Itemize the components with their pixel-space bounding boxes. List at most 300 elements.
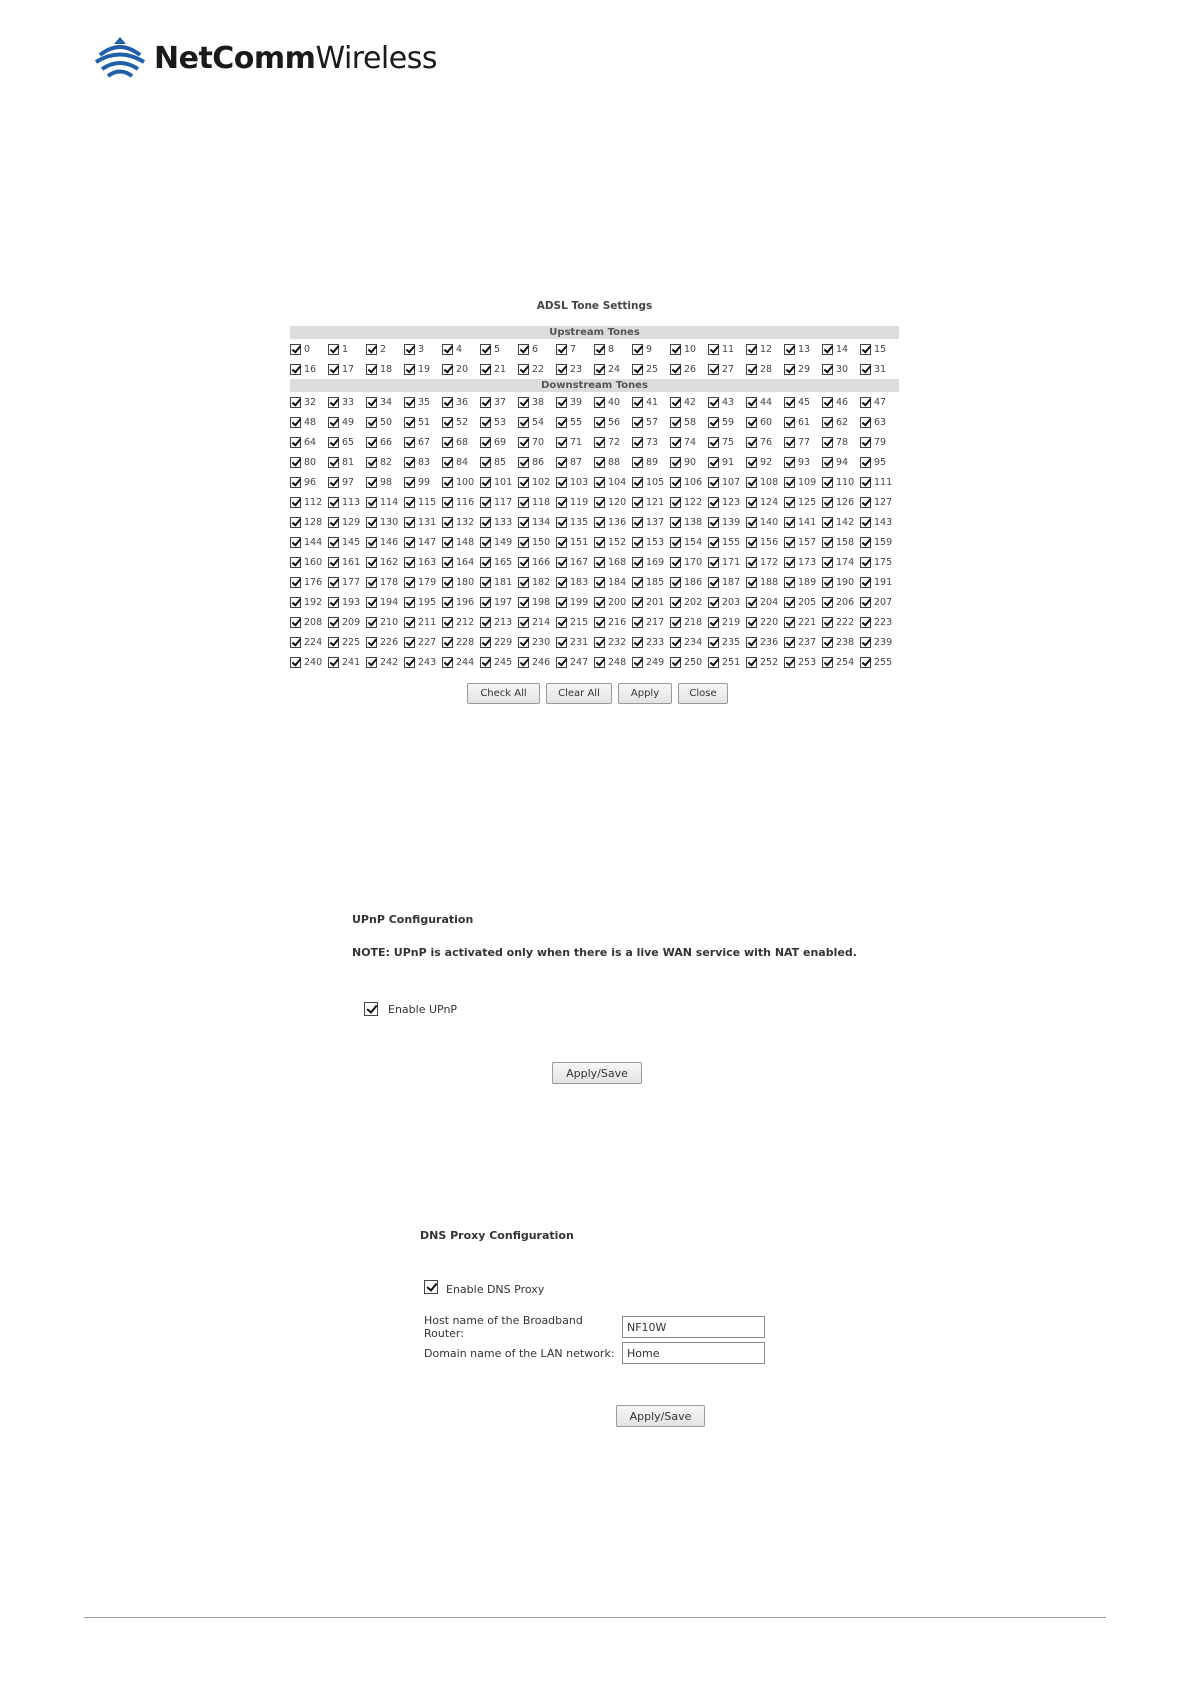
tone-checkbox[interactable] (290, 657, 301, 668)
tone-checkbox[interactable] (708, 437, 719, 448)
tone-number: 151 (570, 536, 589, 548)
tone-checkbox[interactable] (290, 437, 301, 448)
tone-checkbox[interactable] (708, 417, 719, 428)
tone-checkbox[interactable] (860, 364, 871, 375)
tone-checkbox[interactable] (442, 637, 453, 648)
tone-checkbox[interactable] (746, 637, 757, 648)
tone-checkbox[interactable] (404, 537, 415, 548)
tone-checkbox[interactable] (442, 517, 453, 528)
tone-checkbox[interactable] (784, 517, 795, 528)
tone-checkbox[interactable] (784, 577, 795, 588)
apply-button[interactable]: Apply (618, 683, 672, 704)
dns-apply-save-button[interactable]: Apply/Save (616, 1405, 705, 1427)
downstream-tone-229 (480, 632, 518, 652)
tone-checkbox[interactable] (366, 417, 377, 428)
tone-checkbox[interactable] (746, 417, 757, 428)
tone-checkbox[interactable] (442, 597, 453, 608)
tone-checkbox[interactable] (442, 457, 453, 468)
downstream-tone-222 (822, 612, 860, 632)
tone-checkbox[interactable] (784, 637, 795, 648)
tone-checkbox[interactable] (480, 364, 491, 375)
tone-checkbox[interactable] (632, 437, 643, 448)
tone-number: 23 (570, 363, 583, 375)
tone-checkbox[interactable] (594, 557, 605, 568)
tone-checkbox[interactable] (480, 517, 491, 528)
tone-checkbox[interactable] (556, 417, 567, 428)
tone-checkbox[interactable] (860, 517, 871, 528)
tone-checkbox[interactable] (632, 477, 643, 488)
tone-checkbox[interactable] (556, 477, 567, 488)
tone-checkbox[interactable] (822, 577, 833, 588)
tone-checkbox[interactable] (290, 397, 301, 408)
tone-checkbox[interactable] (556, 457, 567, 468)
tone-checkbox[interactable] (594, 537, 605, 548)
tone-checkbox[interactable] (442, 577, 453, 588)
tone-checkbox[interactable] (290, 364, 301, 375)
tone-checkbox[interactable] (784, 397, 795, 408)
tone-checkbox[interactable] (480, 577, 491, 588)
tone-checkbox[interactable] (442, 477, 453, 488)
tone-checkbox[interactable] (594, 344, 605, 355)
tone-checkbox[interactable] (518, 537, 529, 548)
tone-checkbox[interactable] (670, 497, 681, 508)
tone-checkbox[interactable] (328, 597, 339, 608)
tone-checkbox[interactable] (708, 637, 719, 648)
tone-checkbox[interactable] (556, 517, 567, 528)
tone-checkbox[interactable] (784, 597, 795, 608)
tone-checkbox[interactable] (632, 537, 643, 548)
tone-checkbox[interactable] (708, 597, 719, 608)
tone-checkbox[interactable] (594, 397, 605, 408)
tone-checkbox[interactable] (556, 597, 567, 608)
tone-checkbox[interactable] (632, 577, 643, 588)
tone-checkbox[interactable] (632, 557, 643, 568)
tone-checkbox[interactable] (670, 537, 681, 548)
tone-checkbox[interactable] (290, 537, 301, 548)
tone-number: 128 (304, 516, 323, 528)
tone-checkbox[interactable] (366, 497, 377, 508)
tone-checkbox[interactable] (860, 597, 871, 608)
downstream-tone-155 (708, 532, 746, 552)
tone-checkbox[interactable] (442, 364, 453, 375)
domain-name-input[interactable]: Home (622, 1342, 765, 1364)
tone-checkbox[interactable] (366, 364, 377, 375)
tone-checkbox[interactable] (860, 617, 871, 628)
tone-checkbox[interactable] (442, 657, 453, 668)
tone-checkbox[interactable] (366, 344, 377, 355)
tone-checkbox[interactable] (518, 497, 529, 508)
tone-checkbox[interactable] (708, 364, 719, 375)
upstream-tone-4 (442, 339, 480, 359)
tone-checkbox[interactable] (746, 364, 757, 375)
tone-number: 191 (874, 576, 893, 588)
tone-checkbox[interactable] (442, 557, 453, 568)
tone-checkbox[interactable] (860, 637, 871, 648)
tone-checkbox[interactable] (860, 537, 871, 548)
tone-checkbox[interactable] (366, 637, 377, 648)
tone-checkbox[interactable] (632, 517, 643, 528)
tone-checkbox[interactable] (366, 557, 377, 568)
tone-checkbox[interactable] (328, 637, 339, 648)
tone-number: 20 (456, 363, 469, 375)
tone-number: 252 (760, 656, 779, 668)
tone-number: 13 (798, 343, 811, 355)
tone-checkbox[interactable] (594, 597, 605, 608)
tone-checkbox[interactable] (594, 437, 605, 448)
tone-checkbox[interactable] (556, 557, 567, 568)
tone-checkbox[interactable] (290, 557, 301, 568)
tone-checkbox[interactable] (708, 517, 719, 528)
tone-checkbox[interactable] (670, 617, 681, 628)
tone-checkbox[interactable] (442, 497, 453, 508)
tone-checkbox[interactable] (480, 417, 491, 428)
tone-number: 197 (494, 596, 513, 608)
tone-checkbox[interactable] (822, 457, 833, 468)
tone-checkbox[interactable] (708, 577, 719, 588)
tone-checkbox[interactable] (518, 557, 529, 568)
tone-checkbox[interactable] (594, 637, 605, 648)
host-name-input[interactable]: NF10W (622, 1316, 765, 1338)
tone-checkbox[interactable] (290, 597, 301, 608)
tone-checkbox[interactable] (708, 497, 719, 508)
tone-checkbox[interactable] (518, 577, 529, 588)
tone-number: 220 (760, 616, 779, 628)
tone-number: 146 (380, 536, 399, 548)
tone-checkbox[interactable] (670, 417, 681, 428)
tone-checkbox[interactable] (366, 537, 377, 548)
tone-checkbox[interactable] (746, 517, 757, 528)
tone-checkbox[interactable] (708, 657, 719, 668)
tone-checkbox[interactable] (480, 344, 491, 355)
enable-upnp-checkbox[interactable] (364, 1002, 378, 1016)
tone-checkbox[interactable] (442, 437, 453, 448)
tone-number: 121 (646, 496, 665, 508)
upstream-tone-19 (404, 359, 442, 379)
tone-checkbox[interactable] (784, 457, 795, 468)
tone-checkbox[interactable] (746, 557, 757, 568)
tone-checkbox[interactable] (328, 657, 339, 668)
tone-checkbox[interactable] (480, 537, 491, 548)
tone-checkbox[interactable] (784, 364, 795, 375)
tone-checkbox[interactable] (366, 577, 377, 588)
tone-checkbox[interactable] (822, 344, 833, 355)
tone-checkbox[interactable] (860, 657, 871, 668)
tone-checkbox[interactable] (746, 397, 757, 408)
downstream-tone-143 (860, 512, 898, 532)
tone-checkbox[interactable] (480, 397, 491, 408)
tone-checkbox[interactable] (480, 437, 491, 448)
tone-checkbox[interactable] (670, 557, 681, 568)
tone-checkbox[interactable] (328, 617, 339, 628)
tone-checkbox[interactable] (404, 437, 415, 448)
tone-checkbox[interactable] (404, 497, 415, 508)
tone-checkbox[interactable] (632, 417, 643, 428)
tone-number: 242 (380, 656, 399, 668)
tone-checkbox[interactable] (860, 457, 871, 468)
tone-checkbox[interactable] (822, 657, 833, 668)
tone-checkbox[interactable] (290, 477, 301, 488)
tone-checkbox[interactable] (860, 477, 871, 488)
downstream-tone-144 (290, 532, 328, 552)
tone-checkbox[interactable] (746, 437, 757, 448)
tone-checkbox[interactable] (822, 637, 833, 648)
upnp-apply-save-button[interactable]: Apply/Save (552, 1062, 642, 1084)
tone-checkbox[interactable] (290, 617, 301, 628)
tone-checkbox[interactable] (670, 657, 681, 668)
tone-checkbox[interactable] (670, 577, 681, 588)
tone-checkbox[interactable] (746, 577, 757, 588)
tone-number: 140 (760, 516, 779, 528)
tone-checkbox[interactable] (708, 457, 719, 468)
tone-checkbox[interactable] (556, 437, 567, 448)
tone-checkbox[interactable] (328, 344, 339, 355)
tone-checkbox[interactable] (518, 417, 529, 428)
tone-checkbox[interactable] (290, 497, 301, 508)
tone-checkbox[interactable] (328, 557, 339, 568)
tone-checkbox[interactable] (480, 617, 491, 628)
tone-checkbox[interactable] (784, 437, 795, 448)
tone-checkbox[interactable] (632, 397, 643, 408)
tone-checkbox[interactable] (404, 344, 415, 355)
tone-checkbox[interactable] (822, 517, 833, 528)
tone-checkbox[interactable] (366, 597, 377, 608)
tone-checkbox[interactable] (518, 344, 529, 355)
tone-number: 64 (304, 436, 317, 448)
tone-checkbox[interactable] (328, 457, 339, 468)
tone-checkbox[interactable] (822, 477, 833, 488)
tone-checkbox[interactable] (860, 557, 871, 568)
tone-checkbox[interactable] (632, 637, 643, 648)
tone-checkbox[interactable] (518, 637, 529, 648)
tone-checkbox[interactable] (670, 477, 681, 488)
tone-checkbox[interactable] (784, 557, 795, 568)
enable-dns-proxy-checkbox[interactable] (424, 1280, 438, 1294)
tone-checkbox[interactable] (746, 477, 757, 488)
tone-checkbox[interactable] (746, 537, 757, 548)
tone-checkbox[interactable] (442, 617, 453, 628)
tone-checkbox[interactable] (328, 417, 339, 428)
tone-checkbox[interactable] (290, 637, 301, 648)
tone-checkbox[interactable] (746, 657, 757, 668)
tone-checkbox[interactable] (708, 557, 719, 568)
tone-checkbox[interactable] (290, 577, 301, 588)
tone-checkbox[interactable] (632, 364, 643, 375)
tone-checkbox[interactable] (594, 457, 605, 468)
tone-checkbox[interactable] (746, 597, 757, 608)
tone-checkbox[interactable] (784, 537, 795, 548)
tone-checkbox[interactable] (404, 657, 415, 668)
tone-checkbox[interactable] (594, 657, 605, 668)
tone-checkbox[interactable] (404, 617, 415, 628)
tone-checkbox[interactable] (442, 417, 453, 428)
tone-checkbox[interactable] (822, 364, 833, 375)
tone-checkbox[interactable] (860, 437, 871, 448)
tone-checkbox[interactable] (594, 617, 605, 628)
tone-checkbox[interactable] (366, 397, 377, 408)
tone-number: 10 (684, 343, 697, 355)
tone-checkbox[interactable] (518, 617, 529, 628)
tone-checkbox[interactable] (708, 477, 719, 488)
tone-checkbox[interactable] (670, 437, 681, 448)
tone-checkbox[interactable] (632, 344, 643, 355)
clear-all-button[interactable]: Clear All (546, 683, 612, 704)
tone-checkbox[interactable] (708, 617, 719, 628)
tone-checkbox[interactable] (632, 497, 643, 508)
tone-checkbox[interactable] (404, 637, 415, 648)
tone-checkbox[interactable] (518, 657, 529, 668)
tone-checkbox[interactable] (328, 397, 339, 408)
tone-checkbox[interactable] (784, 617, 795, 628)
downstream-tone-119 (556, 492, 594, 512)
tone-checkbox[interactable] (518, 477, 529, 488)
tone-checkbox[interactable] (328, 517, 339, 528)
tone-checkbox[interactable] (670, 637, 681, 648)
tone-checkbox[interactable] (328, 437, 339, 448)
tone-checkbox[interactable] (404, 457, 415, 468)
tone-checkbox[interactable] (556, 617, 567, 628)
downstream-tone-173 (784, 552, 822, 572)
tone-checkbox[interactable] (556, 637, 567, 648)
tone-checkbox[interactable] (594, 364, 605, 375)
tone-checkbox[interactable] (404, 417, 415, 428)
tone-checkbox[interactable] (746, 497, 757, 508)
tone-checkbox[interactable] (518, 364, 529, 375)
check-all-button[interactable]: Check All (467, 683, 540, 704)
tone-checkbox[interactable] (480, 497, 491, 508)
tone-checkbox[interactable] (632, 597, 643, 608)
tone-checkbox[interactable] (784, 477, 795, 488)
tone-number: 142 (836, 516, 855, 528)
tone-checkbox[interactable] (860, 344, 871, 355)
tone-checkbox[interactable] (328, 537, 339, 548)
tone-number: 145 (342, 536, 361, 548)
tone-checkbox[interactable] (556, 397, 567, 408)
adsl-tone-settings (290, 298, 899, 704)
tone-checkbox[interactable] (328, 364, 339, 375)
tone-checkbox[interactable] (404, 364, 415, 375)
tone-checkbox[interactable] (670, 397, 681, 408)
tone-checkbox[interactable] (632, 457, 643, 468)
tone-checkbox[interactable] (366, 477, 377, 488)
tone-checkbox[interactable] (518, 457, 529, 468)
tone-checkbox[interactable] (822, 397, 833, 408)
tone-checkbox[interactable] (594, 417, 605, 428)
tone-checkbox[interactable] (328, 577, 339, 588)
tone-checkbox[interactable] (746, 344, 757, 355)
tone-checkbox[interactable] (366, 657, 377, 668)
tone-number: 163 (418, 556, 437, 568)
tone-checkbox[interactable] (480, 477, 491, 488)
tone-checkbox[interactable] (746, 457, 757, 468)
tone-checkbox[interactable] (784, 417, 795, 428)
tone-checkbox[interactable] (708, 397, 719, 408)
tone-checkbox[interactable] (366, 437, 377, 448)
tone-checkbox[interactable] (480, 657, 491, 668)
tone-checkbox[interactable] (556, 577, 567, 588)
tone-checkbox[interactable] (784, 657, 795, 668)
tone-checkbox[interactable] (556, 364, 567, 375)
tone-checkbox[interactable] (518, 517, 529, 528)
tone-checkbox[interactable] (480, 557, 491, 568)
tone-checkbox[interactable] (784, 497, 795, 508)
tone-checkbox[interactable] (556, 344, 567, 355)
tone-checkbox[interactable] (290, 344, 301, 355)
tone-checkbox[interactable] (594, 477, 605, 488)
tone-checkbox[interactable] (480, 637, 491, 648)
tone-checkbox[interactable] (860, 397, 871, 408)
tone-checkbox[interactable] (442, 344, 453, 355)
tone-checkbox[interactable] (366, 517, 377, 528)
tone-checkbox[interactable] (746, 617, 757, 628)
tone-checkbox[interactable] (708, 344, 719, 355)
tone-checkbox[interactable] (366, 457, 377, 468)
tone-checkbox[interactable] (632, 617, 643, 628)
tone-checkbox[interactable] (404, 597, 415, 608)
tone-checkbox[interactable] (822, 417, 833, 428)
tone-checkbox[interactable] (404, 517, 415, 528)
tone-checkbox[interactable] (366, 617, 377, 628)
tone-checkbox[interactable] (404, 557, 415, 568)
downstream-tones-header: Downstream Tones (290, 379, 899, 392)
tone-checkbox[interactable] (328, 497, 339, 508)
tone-checkbox[interactable] (860, 497, 871, 508)
tone-checkbox[interactable] (404, 397, 415, 408)
domain-name-row (424, 1342, 765, 1364)
tone-checkbox[interactable] (328, 477, 339, 488)
tone-checkbox[interactable] (518, 397, 529, 408)
tone-checkbox[interactable] (518, 597, 529, 608)
tone-checkbox[interactable] (860, 577, 871, 588)
tone-checkbox[interactable] (404, 477, 415, 488)
tone-checkbox[interactable] (632, 657, 643, 668)
tone-checkbox[interactable] (556, 537, 567, 548)
tone-checkbox[interactable] (822, 597, 833, 608)
tone-checkbox[interactable] (670, 517, 681, 528)
tone-checkbox[interactable] (442, 397, 453, 408)
tone-checkbox[interactable] (822, 557, 833, 568)
tone-checkbox[interactable] (670, 597, 681, 608)
tone-checkbox[interactable] (594, 497, 605, 508)
tone-checkbox[interactable] (822, 437, 833, 448)
downstream-tone-89 (632, 452, 670, 472)
tone-checkbox[interactable] (860, 417, 871, 428)
upstream-tone-21 (480, 359, 518, 379)
tone-checkbox[interactable] (404, 577, 415, 588)
tone-checkbox[interactable] (670, 344, 681, 355)
tone-checkbox[interactable] (822, 497, 833, 508)
tone-checkbox[interactable] (670, 457, 681, 468)
tone-checkbox[interactable] (708, 537, 719, 548)
tone-checkbox[interactable] (290, 417, 301, 428)
tone-checkbox[interactable] (290, 457, 301, 468)
tone-checkbox[interactable] (556, 497, 567, 508)
close-button[interactable]: Close (678, 683, 728, 704)
downstream-tone-49 (328, 412, 366, 432)
tone-checkbox[interactable] (480, 457, 491, 468)
tone-checkbox[interactable] (822, 617, 833, 628)
tone-checkbox[interactable] (556, 657, 567, 668)
tone-checkbox[interactable] (594, 577, 605, 588)
tone-checkbox[interactable] (480, 597, 491, 608)
tone-checkbox[interactable] (784, 344, 795, 355)
tone-number: 155 (722, 536, 741, 548)
tone-checkbox[interactable] (442, 537, 453, 548)
tone-checkbox[interactable] (822, 537, 833, 548)
tone-checkbox[interactable] (290, 517, 301, 528)
tone-checkbox[interactable] (518, 437, 529, 448)
tone-checkbox[interactable] (594, 517, 605, 528)
tone-checkbox[interactable] (670, 364, 681, 375)
